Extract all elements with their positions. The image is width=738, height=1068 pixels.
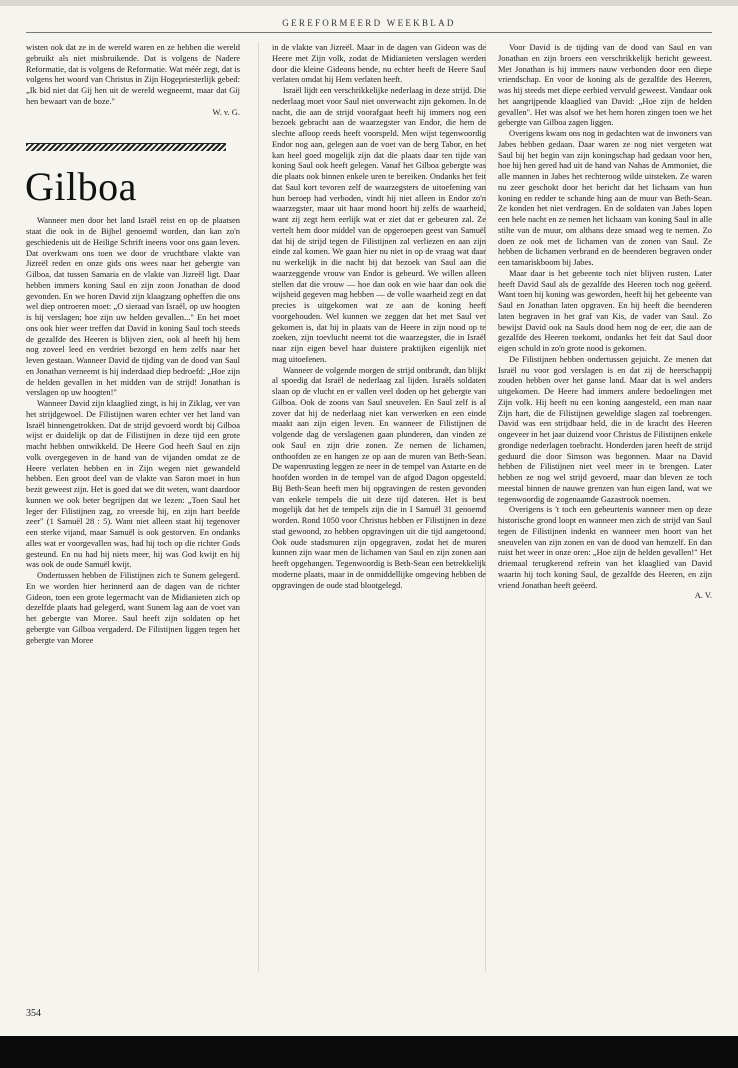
section-ornament — [26, 143, 226, 151]
previous-article-text: wisten ook dat ze in de wereld waren en ze hebben die wereld gebruikt als niet misbruikende. Dat is volgens de Nadere Reformatie, dat is volgens de Reformatie. Wat méér zegt, dat is volgens het woord van Christus in Zijn Hogepriesterlijk gebed: „Ik bid niet dat Gij hen uit de wereld wegneemt, maar dat Gij hen bewaart van de boze." — [26, 42, 240, 106]
paragraph: Overigens is 't toch een gebeurtenis wanneer men op deze historische grond loopt en wanneer men zich de strijd van Saul tegen de Filistijnen indenkt en wanneer men hoort van het sneuvelen van zijn zonen en van de dood van hemzelf. En dan ruist het weer in onze oren: „Hoe zijn de helden gevallen!" Het driemaal terugkerend refrein van het klaaglied van David waarin hij toch koning Saul, de gezalfde des Heeren, en zijn vriend Jonathan heeft geëerd. — [498, 504, 712, 590]
article-signature: A. V. — [694, 590, 712, 601]
scan-top-edge — [0, 0, 738, 6]
paragraph: Wanneer men door het land Israël reist en op de plaatsen staat die ook in de Bijbel genoemd worden, dan kan zo'n geschiedenis uit de Heilige Schrift ineens voor ons gaan leven. Dat overkwam ons toen we door de vruchtbare vlakte van Jizreël reden en onze gids ons wees naar het gebergte van Gilboa, dat tussen Samaria en de vlakte van Jizreël ligt. Daar hebben immers koning Saul en zijn zoon Jonathan de dood gevonden. En we horen David zijn klaagzang opheffen die ons wel diep ontroeren moet: „O sieraad van Israël, op uw hoogten is hij verslagen; hoe zijn uw helden gevallen..." En het moet ons ook hier weer treffen dat David in koning Saul toch steeds de gezalfde des Heeren is blijven zien, ook al heeft hij hem nog zoveel leed en verdriet bezorgd en hem zelfs naar het leven gestaan. Wanneer David de tijding van de dood van Saul en Jonathan verneemt is hij inderdaad diep bedroefd: „Hoe zijn de helden gevallen in het midden van de strijd! Jonathan is verslagen op uw hoogten!" — [26, 215, 240, 398]
previous-article-signature: W. v. G. — [212, 106, 240, 117]
header-rule — [26, 32, 712, 33]
scan-bottom-border — [0, 1036, 738, 1068]
paragraph: Voor David is de tijding van de dood van Saul en van Jonathan en zijn broers een verschrikkelijk bericht geweest. Met Jonathan is hij immers nauw verbonden door een diepe vriendschap. En voor de koning als de gezalfde des Heeren, was hij steeds met diepe eerbied vervuld geweest. Vandaar ook het aangrijpende klaaglied van David: „Hoe zijn de helden gevallen". Het was alsof we het hem horen zingen toen we het gebergte van Gilboa zagen liggen. — [498, 42, 712, 128]
paragraph: in de vlakte van Jizreël. Maar in de dagen van Gideon was de Heere met Zijn volk, zodat de Midianieten verslagen werden door die kleine Gideons bende, nu echter heeft de Heere Saul verlaten omdat hij Hem verlaten heeft. — [272, 42, 486, 85]
paragraph: Wanneer David zijn klaaglied zingt, is hij in Ziklag, ver van het strijdgewoel. De Filistijnen waren echter ver het land van Israël binnengetrokken. Dat de strijd gevoerd wordt bij Gilboa wijst er duidelijk op dat de Filistijnen in deze tijd een grote macht hebben ontwikkeld. De Heere God heeft Saul en zijn volk overgegeven in de hand van de vijanden omdat ze de Heere verlaten hebben en in Zijn wegen niet gewandeld hebben. Een groot deel van de vlakte van Saron moet in hun bezit geweest zijn. Het is goed dat we dit weten, want daardoor kunnen we ook beter begrijpen dat we lezen: „Toen Saul het leger der Filistijnen zag, zo vreesde hij, en zijn hart beefde zeer" (1 Samuël 28 : 5). Want niet alleen staat hij tegenover een sterke vijand, maar Samuël is ook gestorven. En ondanks alles wat er voorgevallen was, had hij toch op die richter Gods gesteund. En nu had hij niets meer, hij was God kwijt en hij was ook de oude Samuël kwijt. — [26, 398, 240, 570]
paragraph: Wanneer de volgende morgen de strijd ontbrandt, dan blijkt al spoedig dat Israël de nederlaag zal lijden. Israëls soldaten slaan op de vlucht en er vallen veel doden op het gebergte van Gilboa. Ook de zoons van Saul sneuvelen. En Saul zelf is al zover dat hij de nederlaag niet kan verwerken en een einde maakt aan zijn eigen leven. En wanneer de Filistijnen de volgende dag de verslagenen gaan plunderen, dan vinden ze ook Saul en zijn drie zonen. Ze nemen de lichamen, onthoofden ze en hangen ze op aan de muren van Beth-Sean. De wapenrusting leggen ze neer in de tempel van Astarte en de hoofden worden in de tempel van de afgod Dagon opgesteld. Bij Beth-Sean heeft men bij opgravingen de resten gevonden van enkele tempels die uit deze tijd dateren. Het is best mogelijk dat het de tempels zijn die in I Samuël 31 genoemd worden. Rond 1050 voor Christus hebben er Filistijnen in deze stad gewoond, zo hebben opgravingen uit die tijd aangetoond. Ook oude stadsmuren zijn opgegraven, zodat het de muren kunnen zijn waar men de lichamen van Saul en zijn zonen aan heeft opgehangen. Tegenwoordig is Beth-Sean een betrekkelijk moderne plaats, maar in de onmiddellijke omgeving hebben de opgravingen de oude stad blootgelegd. — [272, 364, 486, 590]
column-divider — [258, 42, 259, 972]
paragraph: De Filistijnen hebben ondertussen gejuicht. Ze menen dat Israël nu voor god verslagen is en dat zij de heerschappij zouden hebben over het ganse land. Maar dat is wel anders uitgekomen. De Heere had immers andere bedoelingen met Zijn volk. Hij heeft nu een koning aangesteld, een man naar Zijn hart, die de Filistijnen geweldige slagen zal toebrengen. David was een strijdbaar held, die in de kracht des Heeren ongeveer in het jaar duizend voor Christus de Filistijnen enkele grondige nederlagen toebracht. Honderden jaren heeft de strijd geduurd die door Simson was begonnen. Maar na David hebben de Filistijnen niet veel meer in te brengen. Later hebben ze nog wel strijd gevoerd, maar dan bleven ze toch meestal binnen de nauwe grenzen van hun eigen land, wat we tegenwoordig de zogenaamde Gazastrook noemen. — [498, 353, 712, 504]
paragraph: Israël lijdt een verschrikkelijke nederlaag in deze strijd. Die nederlaag moet voor Saul niet onverwacht zijn gekomen. In de nacht, die aan de strijd voorafgaat heeft hij immers nog een bezoek gebracht aan de waarzegster van Endor, die hem de slechte afloop reeds heeft voorspeld. Men wijst tegenwoordig Endor nog aan, gelegen aan de voet van de berg Tabor, en het kan heel goed mogelijk zijn dat die plaats daar ten tijde van koning Saul ook heeft gelegen. Vanaf het Gilboa gebergte was die plaats ook binnen enkele uren te bereiken. Ondanks het feit dat Saul kort tevoren zelf de waarzegsters de uitoefening van hun beroep had verboden, vindt hij niet alleen in Endor zo'n waarzegster, maar uit haar mond hoort hij zelfs de waarheid, want zij zegt hem eerlijk wat er ziet dat er gebeuren zal. Ze vertelt hem door middel van de opgeroepen geest van Samuël dat hij de strijd tegen de Filistijnen zal verliezen en aan zijn einde zal komen. We gaan hier nu niet in op de vraag wat daar nu werkelijk in die nacht bij dat bezoek van Saul aan die waarzeggende vrouw van Endor is gebeurd. We willen alleen stellen dat die vrouw — hoe dan ook en wie haar dan ook die wijsheid gegeven mag hebben — de volle waarheid zegt en dat precies is uitgekomen wat ze aan de koning heeft voorgehouden. Wel kunnen we zeggen dat het met Saul ver gekomen is, dat hij in plaats van de Heere in zijn nood op te zoeken, zijn toevlucht neemt tot die waarzegster, die in Israël naar zijn eigen bevel haar duistere praktijken eigenlijk niet mag uitoefenen. — [272, 85, 486, 364]
paragraph: Maar daar is het gebeente toch niet blijven rusten. Later heeft David Saul als de gezalfde des Heeren toch nog geëerd. Want toen hij koning was geworden, heeft hij het gebeente van Saul en Jonathan laten opgraven. En hij heeft die beenderen laten begraven in het graf van Kis, de vader van Saul. Zo bewijst David ook na Sauls dood hem nog de eer, die aan de gezalfde des Heeren toekomt, ondanks het feit dat Saul door eigen schuld in zo'n grote nood is gekomen. — [498, 267, 712, 353]
paragraph: Ondertussen hebben de Filistijnen zich te Sunem gelegerd. En we worden hier herinnerd aan de dagen van de richter Gideon, toen een grote legermacht van de Midianieten zich op dezelfde plaats had gelegerd, want Sunem lag aan de voet van het gebergte van Moree. Saul heeft zijn soldaten op het gebergte van Gilboa vergaderd. De Filistijnen liggen tegen het gebergte van Moree — [26, 570, 240, 645]
paragraph: Overigens kwam ons nog in gedachten wat de inwoners van Jabes hebben gedaan. Daar waren ze nog niet vergeten wat Saul bij het begin van zijn koningschap had gedaan voor hen, hoe hij hen gered had uit de hand van Nahas de Ammoniet, die alle mannen in Jabes het rechteroog wilde uitsteken. Ze waren nu zeer geschokt door het bericht dat het lichaam van hun koning en redder te schande hing aan de muur van Beth-Sean. Ze konden het niet verdragen. En de soldaten van Jabes lopen een hele nacht en ze nemen het lichaam van koning Saul in alle stilte van de muur, om althans deze smaad weg te nemen. Zo doen ze ook met de lichamen van de zonen van Saul. Ze hebben de lichamen verbrand en de beenderen begraven onder een tamariskboom bij Jabes. — [498, 128, 712, 267]
page-number: 354 — [26, 1008, 41, 1019]
article-title: Gilboa — [25, 164, 137, 210]
column-1 — [26, 42, 240, 645]
running-header: GEREFORMEERD WEEKBLAD — [282, 18, 456, 28]
column-2 — [272, 42, 486, 590]
column-3 — [498, 42, 712, 601]
